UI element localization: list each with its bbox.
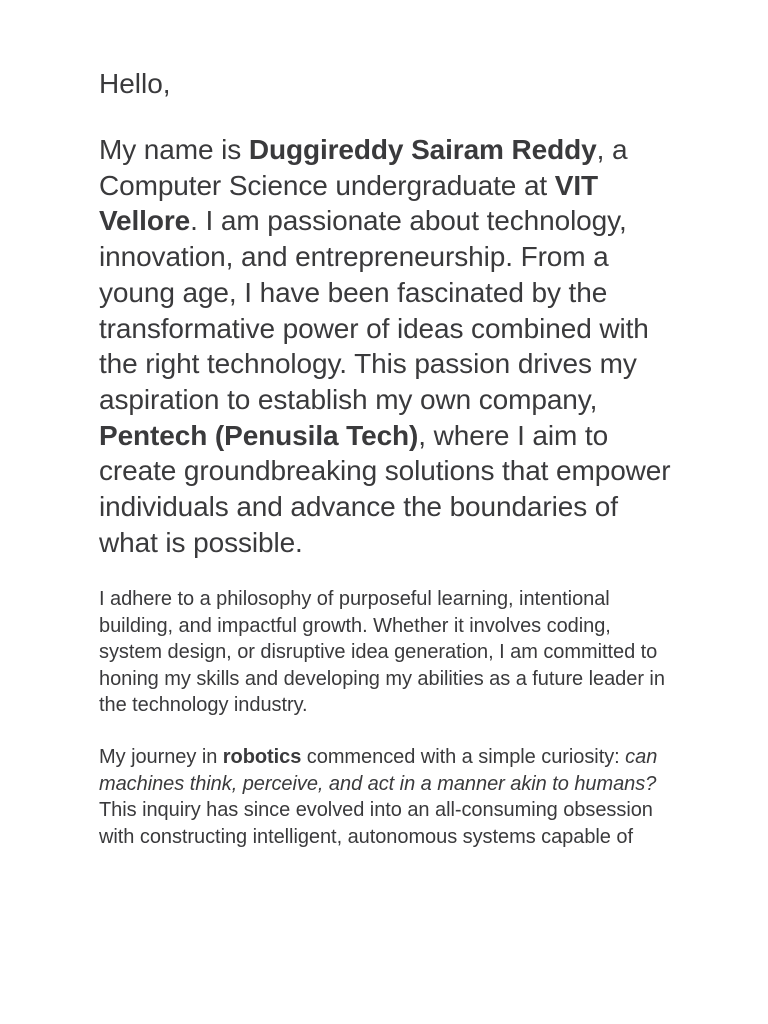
- greeting: Hello,: [99, 68, 171, 99]
- intro-text-3: . I am passionate about technology, innovation, and entrepreneurship. From a young age, I have been fascinated by the transformative power of ideas combined with the right technology. This passion drives my aspiration to establish my own company,: [99, 205, 649, 415]
- company-name: Pentech (Penusila Tech): [99, 419, 419, 451]
- robotics-text-3: This inquiry has since evolved into an all-consuming obsession with constructing intelligent, autonomous systems capable of: [99, 799, 653, 848]
- robotics-text-2: commenced with a simple curiosity:: [301, 746, 626, 769]
- robotics-paragraph: [99, 744, 679, 850]
- intro-paragraph: [99, 132, 679, 560]
- robotics-question: can machines think, perceive, and act in a manner akin to humans?: [99, 746, 658, 795]
- author-name: Duggireddy Sairam Reddy: [248, 134, 597, 165]
- intro-text-2: , a Computer Science undergraduate at: [99, 134, 628, 201]
- robotics-text-1: My journey in: [99, 746, 223, 769]
- philosophy-paragraph: I adhere to a philosophy of purposeful learning, intentional building, and impactful growth. Whether it involves coding, system design, or disruptive idea generation, I am committed to honing my skills and developing my abilities as a future leader in the technology industry.: [99, 588, 665, 717]
- intro-text-1: My name is: [99, 134, 249, 165]
- document-page: [99, 66, 679, 876]
- university-name: VIT Vellore: [99, 169, 599, 237]
- robotics-keyword: robotics: [222, 746, 302, 769]
- intro-text-4: , where I aim to create groundbreaking solutions that empower individuals and advance the boundaries of what is possible.: [99, 419, 671, 558]
